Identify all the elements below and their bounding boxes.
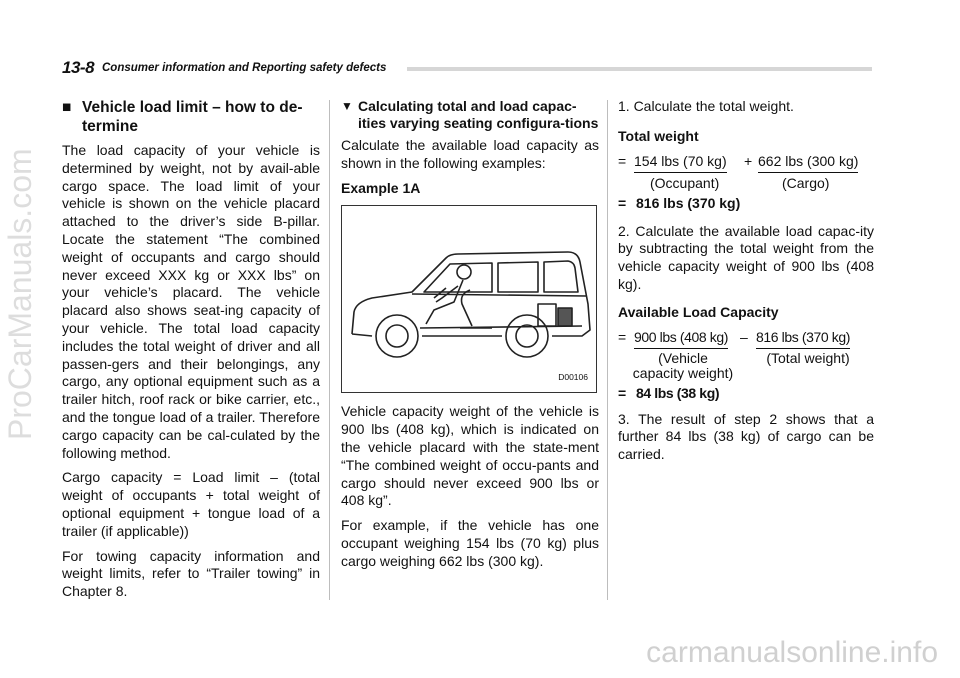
watermark-bottom: carmanualsonline.info <box>646 636 938 669</box>
column-divider-1 <box>329 100 330 600</box>
square-bullet-icon: ■ <box>62 99 72 116</box>
subsection-heading <box>341 98 599 132</box>
equals-sign: = <box>618 152 627 169</box>
header-rule <box>407 67 872 71</box>
car-occupant-cargo-illustration <box>342 206 598 394</box>
total-weight-value: 816 lbs (370 kg) <box>636 194 741 211</box>
equals-sign: = <box>618 194 627 211</box>
vehicle-load-figure <box>341 205 597 393</box>
plus-sign: + <box>744 152 753 169</box>
example-paragraph: For example, if the vehicle has one occupant weighing 154 lbs (70 kg) plus cargo weighing 662 lbs (300 kg). <box>341 517 599 569</box>
total-weight-captions <box>618 175 874 195</box>
chapter-title: Consumer information and Reporting safety defects <box>102 62 387 74</box>
section-heading-text: Vehicle load limit – how to de-termine <box>82 99 303 135</box>
example-label: Example 1A <box>341 179 421 196</box>
step-3: 3. The result of step 2 shows that a further 84 lbs (38 kg) of cargo can be carried. <box>618 410 874 463</box>
caption-line-2: capacity weight) <box>632 364 734 381</box>
equals-sign: = <box>618 328 626 345</box>
figure-code: D00106 <box>558 371 588 382</box>
column-divider-2 <box>607 100 608 600</box>
intro-paragraph: Calculate the available load capacity as shown in the following examples: <box>341 137 599 171</box>
available-capacity-result <box>618 385 874 407</box>
available-capacity-captions <box>618 351 874 385</box>
available-capacity-label: Available Load Capacity <box>618 303 779 320</box>
cargo-caption: (Cargo) <box>782 174 830 191</box>
cargo-capacity-formula: Cargo capacity = Load limit – (total weight of occupants + total weight of optional equipment + tongue load of a trailer (if applicable)) <box>62 469 320 539</box>
vehicle-capacity-weight: 900 lbs (408 kg) <box>634 329 728 350</box>
towing-reference-paragraph: For towing capacity information and weight limits, refer to “Trailer towing” in Chapter 8. <box>62 547 320 600</box>
load-limit-paragraph: The load capacity of your vehicle is determined by weight, not by avail-able cargo space. The load limit of your vehicle is shown on the vehicle placard attached to the driver’s side B-pillar. Locate the statement “The combined weight of occupants and cargo should never exceed XXX kg or XXX lbs” on your vehicle’s placard. The vehicle placard also shows seat-ing capacity of your vehicle. The total load capacity includes the total weight of driver and all passen-gers and their belongings, any cargo, any optional equipment such as a trailer hitch, roof rack or bike carrier, etc., and the tongue load of a trailer. Therefore cargo capacity can be cal-culated by the following method. <box>62 142 320 461</box>
total-weight-caption: (Total weight) <box>766 349 850 366</box>
vehicle-capacity-caption <box>628 351 738 381</box>
total-weight-label: Total weight <box>618 127 699 144</box>
minus-sign: – <box>740 328 748 345</box>
watermark-left: ProCarManuals.com <box>2 148 38 440</box>
available-capacity-value: 84 lbs (38 kg) <box>636 384 720 401</box>
cargo-weight: 662 lbs (300 kg) <box>758 153 858 174</box>
total-weight-result <box>618 195 874 217</box>
column-2 <box>341 98 599 578</box>
occupant-weight: 154 lbs (70 kg) <box>634 153 727 174</box>
triangle-bullet-icon: ▼ <box>341 99 353 113</box>
page-number: 13-8 <box>62 58 95 77</box>
occupant-caption: (Occupant) <box>650 174 720 191</box>
section-heading <box>62 98 320 136</box>
step-1: 1. Calculate the total weight. <box>618 98 794 114</box>
total-weight-equation <box>618 153 874 175</box>
equals-sign: = <box>618 384 626 401</box>
caption-line-1: (Vehicle <box>658 349 708 366</box>
total-weight-term: 816 lbs (370 kg) <box>756 329 850 350</box>
column-3 <box>618 98 874 471</box>
subsection-heading-text: Calculating total and load capac-ities varying seating configura-tions <box>358 98 599 131</box>
step-2: 2. Calculate the available load capac-ity by subtracting the total weight from the vehicle capacity weight of 900 lbs (408 kg). <box>618 222 874 292</box>
capacity-weight-paragraph: Vehicle capacity weight of the vehicle is 900 lbs (408 kg), which is indicated on the vehicle placard with the state-ment “The combined weight of occu-pants and cargo should never exceed 900 lbs or 408 kg”. <box>341 403 599 509</box>
column-1 <box>62 98 320 608</box>
available-capacity-equation <box>618 329 874 351</box>
page-header <box>62 56 872 80</box>
